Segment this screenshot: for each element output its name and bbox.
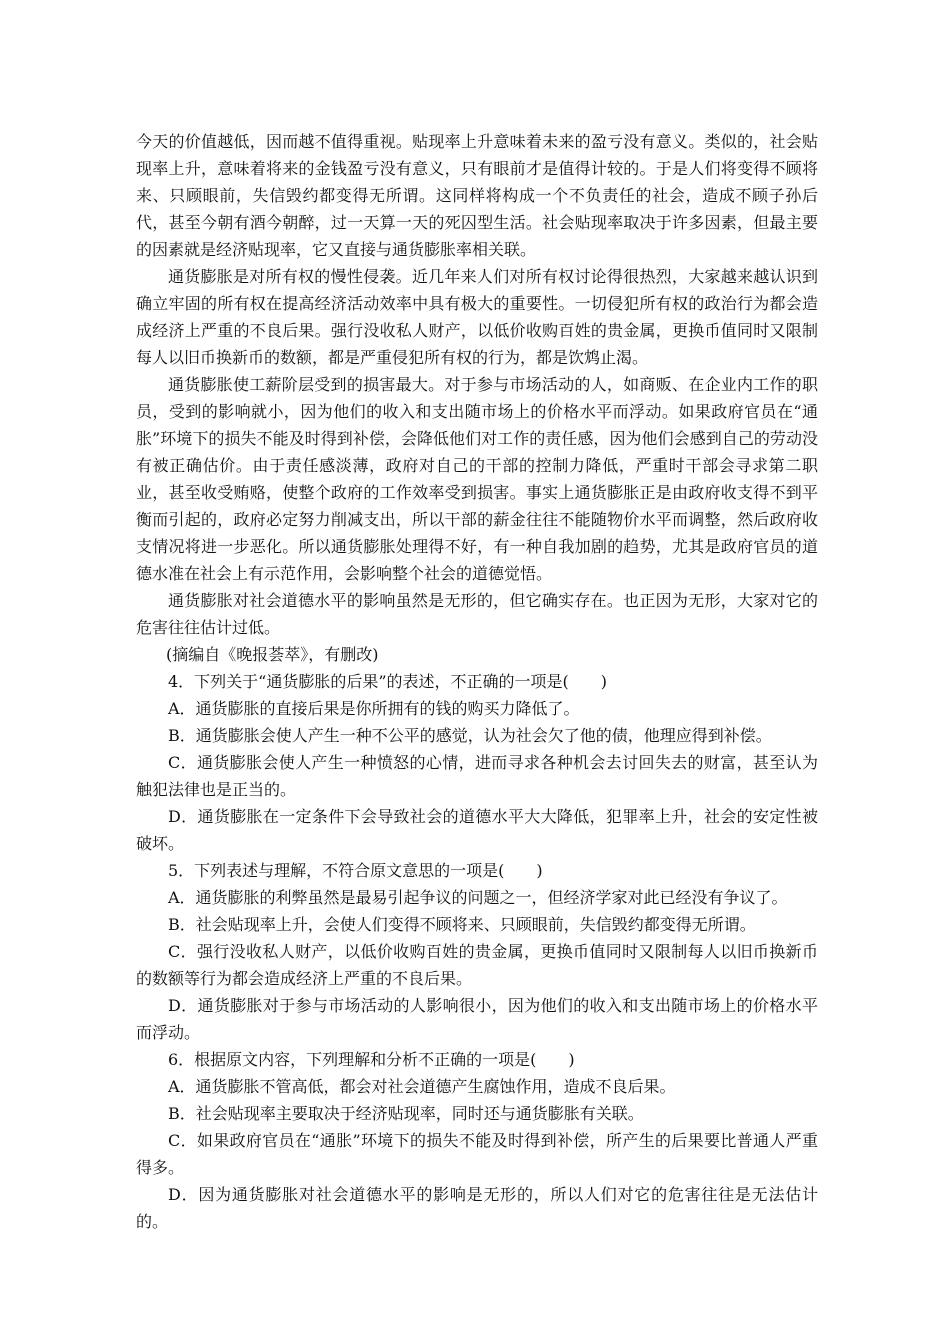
question-5	[136, 857, 818, 1046]
option-d: D．通货膨胀对于参与市场活动的人影响很小，因为他们的收入和支出随市场上的价格水平而浮动。	[136, 996, 818, 1042]
paragraph: 通货膨胀对社会道德水平的影响虽然是无形的，但它确实存在。也正因为无形，大家对它的危害往往估计过低。	[136, 591, 818, 637]
option-b: B．社会贴现率主要取决于经济贴现率，同时还与通货膨胀有关联。	[168, 1104, 644, 1123]
question-stem: 6．根据原文内容，下列理解和分析不正确的一项是( )	[168, 1050, 575, 1069]
question-stem: 5．下列表述与理解，不符合原文意思的一项是( )	[168, 861, 543, 880]
source-note: (摘编自《晚报荟萃》，有删改)	[166, 645, 379, 664]
option-b: B．社会贴现率上升，会使人们变得不顾将来、只顾眼前，失信毁约都变得无所谓。	[168, 915, 756, 934]
document-page	[136, 128, 818, 1235]
option-d: D．通货膨胀在一定条件下会导致社会的道德水平大大降低，犯罪率上升，社会的安定性被破坏。	[136, 807, 818, 853]
paragraph: 通货膨胀是对所有权的慢性侵袭。近几年来人们对所有权讨论得很热烈，大家越来越认识到确立牢固的所有权在提高经济活动效率中具有极大的重要性。一切侵犯所有权的政治行为都会造成经济上严重的不良后果。强行没收私人财产，以低价收购百姓的贵金属，更换币值同时又限制每人以旧币换新币的数额，都是严重侵犯所有权的行为，都是饮鸩止渴。	[136, 267, 818, 367]
option-c: C．如果政府官员在“通胀”环境下的损失不能及时得到补偿，所产生的后果要比普通人严重得多。	[136, 1131, 818, 1177]
question-4	[136, 668, 818, 857]
option-c: C．强行没收私人财产，以低价收购百姓的贵金属，更换币值同时又限制每人以旧币换新币的数额等行为都会造成经济上严重的不良后果。	[136, 942, 818, 988]
option-d: D．因为通货膨胀对社会道德水平的影响是无形的，所以人们对它的危害往往是无法估计的。	[136, 1185, 818, 1231]
question-stem: 4．下列关于“通货膨胀的后果”的表述，不正确的一项是( )	[168, 672, 608, 691]
option-a: A．通货膨胀的利弊虽然是最易引起争议的问题之一，但经济学家对此已经没有争议了。	[168, 888, 788, 907]
option-c: C．通货膨胀会使人产生一种愤怒的心情，进而寻求各种机会去讨回失去的财富，甚至认为触犯法律也是正当的。	[136, 753, 818, 799]
paragraph: 通货膨胀使工薪阶层受到的损害最大。对于参与市场活动的人，如商贩、在企业内工作的职员，受到的影响就小，因为他们的收入和支出随市场上的价格水平而浮动。如果政府官员在“通胀”环境下的损失不能及时得到补偿，会降低他们对工作的责任感，因为他们会感到自己的劳动没有被正确估价。由于责任感淡薄，政府对自己的干部的控制力降低，严重时干部会寻求第二职业，甚至收受贿赂，使整个政府的工作效率受到损害。事实上通货膨胀正是由政府收支得不到平衡而引起的，政府必定努力削减支出，所以干部的薪金往往不能随物价水平而调整，然后政府收支情况将进一步恶化。所以通货膨胀处理得不好，有一种自我加剧的趋势，尤其是政府官员的道德水准在社会上有示范作用，会影响整个社会的道德觉悟。	[136, 375, 818, 583]
option-a: A．通货膨胀的直接后果是你所拥有的钱的购买力降低了。	[168, 699, 580, 718]
option-b: B．通货膨胀会使人产生一种不公平的感觉，认为社会欠了他的债，他理应得到补偿。	[168, 726, 772, 745]
question-6	[136, 1046, 818, 1235]
paragraph: 今天的价值越低，因而越不值得重视。贴现率上升意味着未来的盈亏没有意义。类似的，社会贴现率上升，意味着将来的金钱盈亏没有意义，只有眼前才是值得计较的。于是人们将变得不顾将来、只顾眼前，失信毁约都变得无所谓。这同样将构成一个不负责任的社会，造成不顾子孙后代，甚至今朝有酒今朝醉，过一天算一天的死囚型生活。社会贴现率取决于许多因素，但最主要的因素就是经济贴现率，它又直接与通货膨胀率相关联。	[136, 132, 818, 259]
option-a: A．通货膨胀不管高低，都会对社会道德产生腐蚀作用，造成不良后果。	[168, 1077, 676, 1096]
